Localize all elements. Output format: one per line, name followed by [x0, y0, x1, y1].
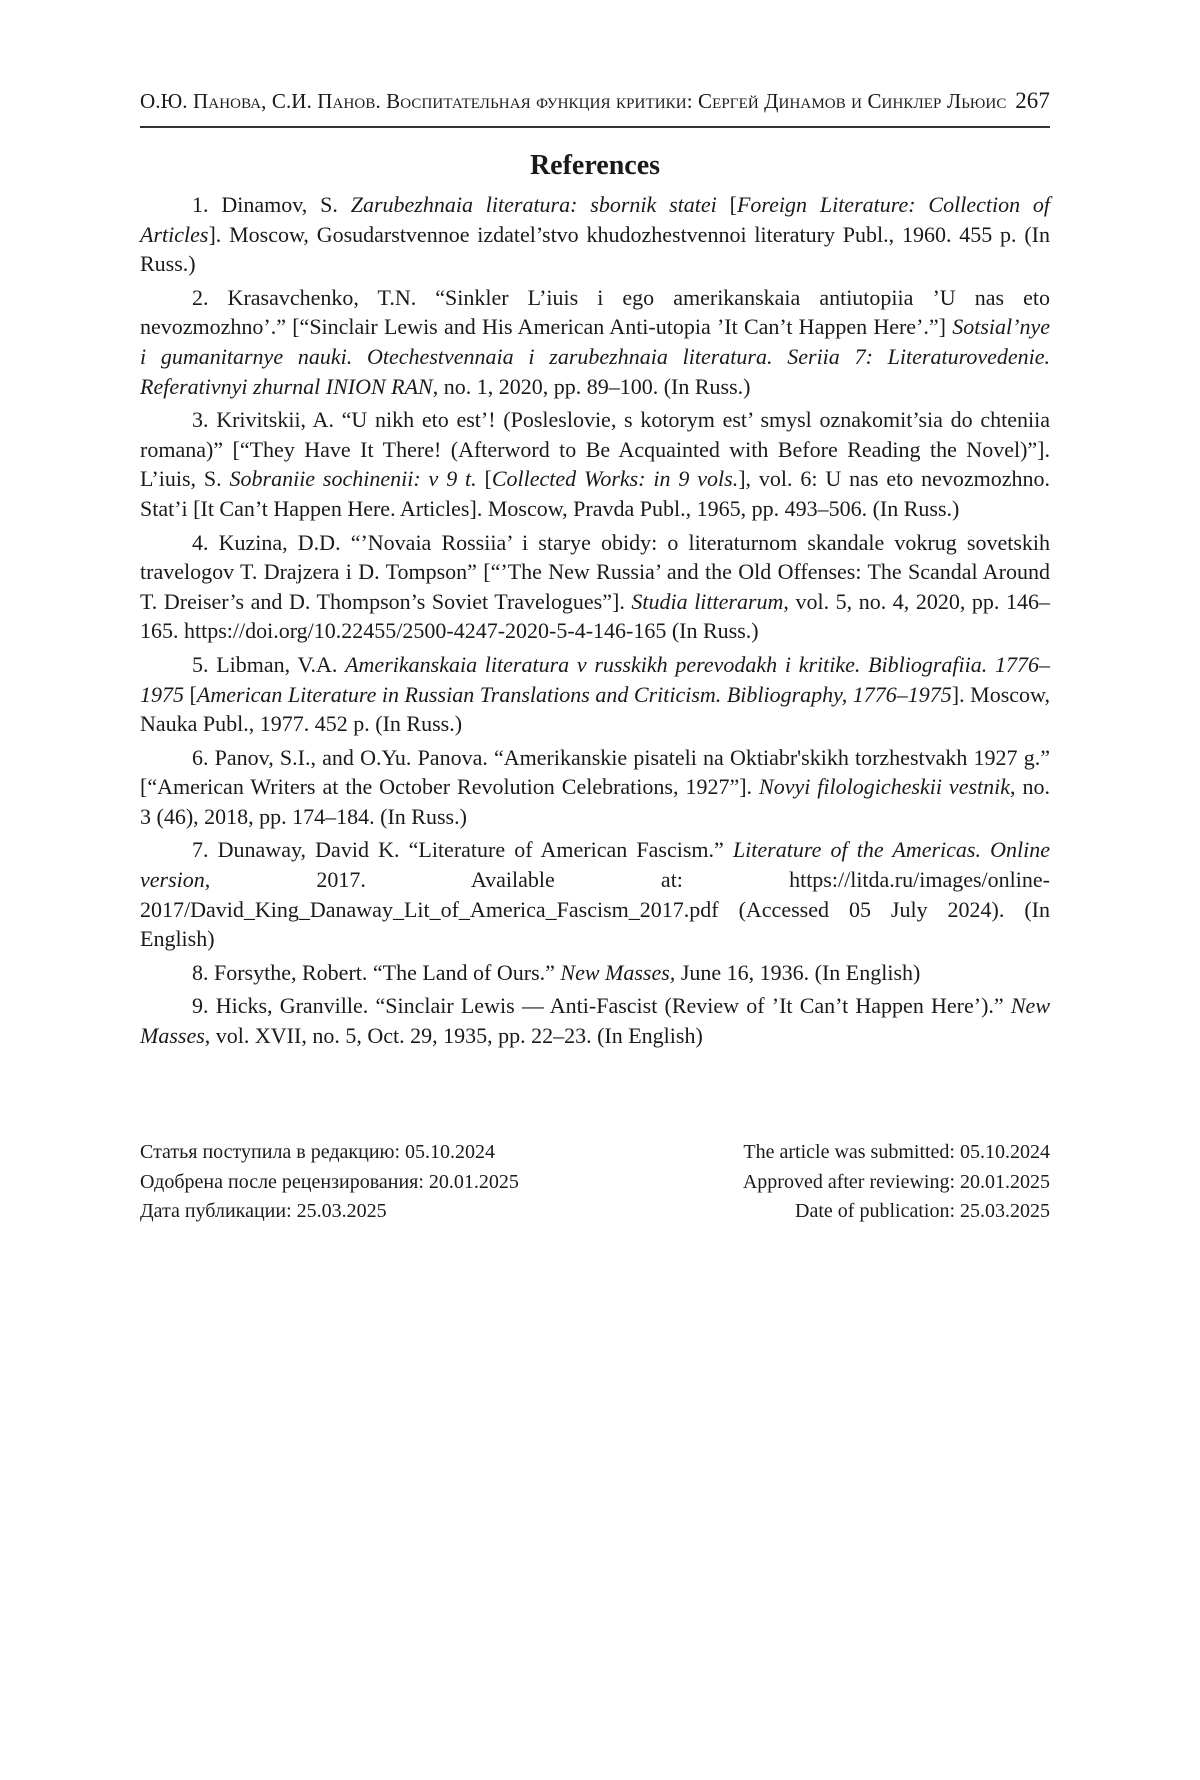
- reference-text: 4. Kuzina, D.D. “’Novaia Rossiia’ i starye obidy: o literaturnom skandale vokrug sovetskih travelogov T. Drajzera i D. Tompson” [“’The New Russia’ and the Old Offenses: The Scandal Around T. Dreiser’s and D. Thompson’s Soviet Travelogues”].: [140, 529, 1050, 614]
- reference-text: ]. Moscow, Nauka Publ., 1977. 452 p. (In Russ.): [140, 681, 1050, 737]
- reference-title-italic: Novyi filologicheskii vestnik: [759, 774, 1011, 800]
- reference-text: , no. 1, 2020, pp. 89–100. (In Russ.): [432, 373, 751, 399]
- reference-item: [140, 835, 1050, 953]
- date-published-en: Date of publication: 25.03.2025: [795, 1200, 1050, 1223]
- reference-text: 5. Libman, V.A.: [192, 651, 346, 677]
- reference-text: 7. Dunaway, David K. “Literature of American Fascism.”: [192, 837, 733, 863]
- reference-text: 6. Panov, S.I., and O.Yu. Panova. “Amerikanskie pisateli na Oktiabr'skikh torzhestvakh 1927 g.” [“American Writers at the October Revolution Celebrations, 1927”].: [140, 744, 1050, 800]
- running-head-title: О.Ю. Панова, С.И. Панов. Воспитательная функция критики: Сергей Динамов и Синклер Льюис: [140, 89, 1007, 113]
- date-approved-en: Approved after reviewing: 20.01.2025: [742, 1170, 1050, 1193]
- running-head: [140, 88, 1050, 114]
- reference-text: , no. 3 (46), 2018, pp. 174–184. (In Russ.): [140, 774, 1050, 829]
- page-number: 267: [1015, 88, 1050, 113]
- reference-item: [140, 991, 1050, 1050]
- reference-item: [140, 958, 1050, 988]
- reference-item: [140, 190, 1050, 279]
- reference-text: [: [476, 466, 492, 492]
- reference-text: 3. Krivitskii, A. “U nikh eto est’! (Posleslovie, s kotorym est’ smysl oznakomit’sia do chteniia romana)” [“They Have It There! (Afterword to Be Acquainted with Before Reading the Novel)”]. L’iuis, S.: [140, 407, 1050, 492]
- reference-text: [: [716, 192, 737, 217]
- reference-item: [140, 405, 1050, 523]
- reference-item: [140, 650, 1050, 739]
- header-rule: [140, 126, 1050, 128]
- reference-item: [140, 283, 1050, 401]
- date-published-ru: Дата публикации: 25.03.2025: [140, 1200, 387, 1223]
- dates-russian: [140, 1138, 519, 1227]
- reference-title-italic: Zarubezhnaia literatura: sbornik statei: [350, 192, 717, 217]
- reference-title-italic: New Masses: [140, 993, 1050, 1049]
- reference-text: 1. Dinamov, S.: [192, 192, 351, 217]
- reference-text: ]. Moscow, Gosudarstvennoe izdatel’stvo khudozhestvennoi literatury Publ., 1960. 455 p. (In Russ.): [140, 221, 1050, 277]
- reference-title-italic: Sotsial’nye i gumanitarnye nauki. Otechestvennaia i zarubezhnaia literatura. Seriia 7: Literaturovedenie. Referativnyi zhurnal INION RAN: [140, 314, 1050, 399]
- reference-title-italic: Literature of the Americas. Online version: [140, 837, 1050, 893]
- reference-title-italic: Amerikanskaia literatura v russkikh perevodakh i kritike. Bibliografiia. 1776–1975: [140, 651, 1050, 707]
- dates-english: [743, 1138, 1050, 1227]
- reference-title-italic: Collected Works: in 9 vols.: [491, 466, 739, 492]
- reference-text: ], vol. 6: U nas eto nevozmozhno. Stat’i [It Can’t Happen Here. Articles]. Moscow, Pravda Publ., 1965, pp. 493–506. (In Russ.): [140, 466, 1050, 521]
- reference-title-italic: New Masses,: [560, 959, 676, 985]
- reference-title-italic: American Literature in Russian Translations and Criticism. Bibliography, 1776–1975: [196, 681, 952, 707]
- reference-text: 2. Krasavchenko, T.N. “Sinkler L’iuis i ego amerikanskaia antiutopiia ’U nas eto nevozmozhno’.” [“Sinclair Lewis and His American Anti-utopia ’It Can’t Happen Here’.”]: [140, 284, 1050, 340]
- reference-text: 9. Hicks, Granville. “Sinclair Lewis — Anti-Fascist (Review of ’It Can’t Happen Here’).”: [192, 993, 1011, 1019]
- date-submitted-ru: Статья поступила в редакцию: 05.10.2024: [140, 1141, 496, 1163]
- reference-title-italic: Sobraniie sochinenii: v 9 t.: [229, 466, 477, 492]
- date-submitted-en: The article was submitted: 05.10.2024: [743, 1141, 1050, 1163]
- reference-text: , vol. 5, no. 4, 2020, pp. 146–165. https://doi.org/10.22455/2500-4247-2020-5-4-146-165 (In Russ.): [140, 588, 1050, 644]
- article-dates: [140, 1138, 1050, 1227]
- references-heading: References: [529, 150, 661, 181]
- reference-item: [140, 743, 1050, 832]
- reference-text: [: [184, 681, 197, 707]
- references-list: [140, 190, 1050, 1055]
- reference-title-italic: Foreign Literature: Collection of Articles: [140, 192, 1051, 247]
- date-approved-ru: Одобрена после рецензирования: 20.01.2025: [140, 1170, 519, 1193]
- reference-item: [140, 528, 1050, 646]
- reference-text: 8. Forsythe, Robert. “The Land of Ours.”: [192, 959, 561, 985]
- reference-text: June 16, 1936. (In English): [675, 959, 921, 985]
- reference-text: , vol. XVII, no. 5, Oct. 29, 1935, pp. 22–23. (In English): [204, 1023, 703, 1049]
- reference-title-italic: Studia litterarum: [631, 588, 784, 614]
- reference-text: , 2017. Available at: https://litda.ru/images/online-2017/David_King_Danaway_Lit_of_America_Fascism_2017.pdf (Accessed 05 July 2024). (In English): [140, 867, 1050, 952]
